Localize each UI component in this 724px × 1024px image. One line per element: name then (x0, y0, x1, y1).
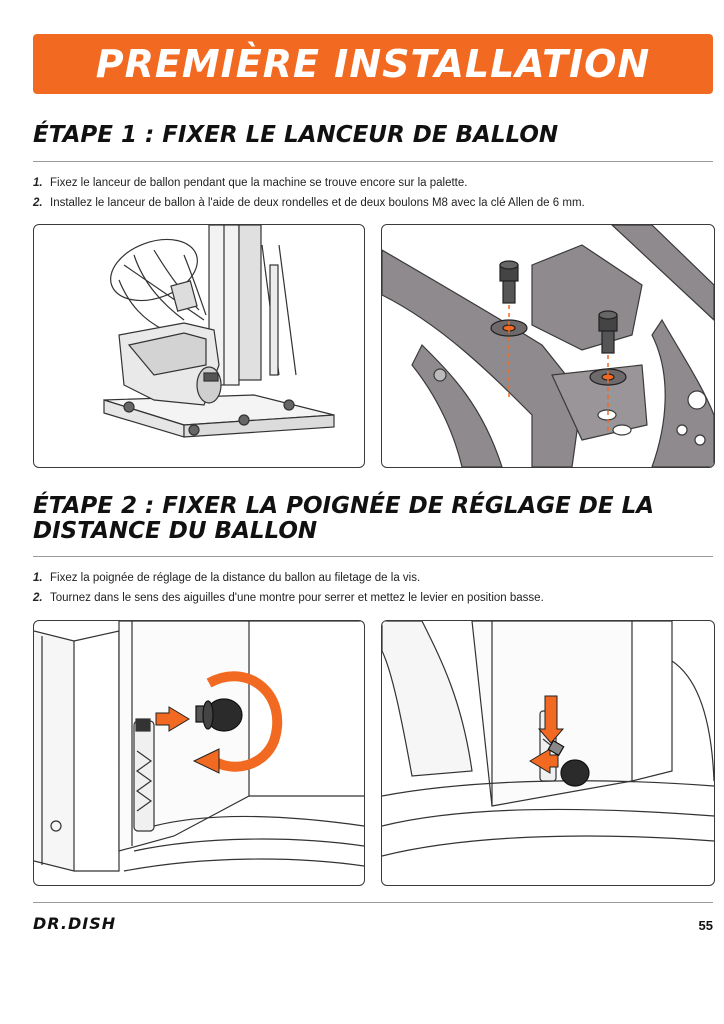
step1-heading: ÉTAPE 1 : FIXER LE LANCEUR DE BALLON (33, 122, 559, 148)
step1-item-2-number: 2. (33, 197, 43, 209)
machine-drawing (34, 225, 364, 467)
knob-tighten-illustration (381, 620, 715, 886)
step2-item-2-text: Tournez dans le sens des aiguilles d'une montre pour serrer et mettez le levier en position basse. (50, 592, 544, 604)
machine-on-pallet-illustration (33, 224, 365, 468)
title-banner (33, 34, 713, 94)
bolts-washers-illustration (381, 224, 715, 468)
step1-divider (33, 161, 713, 162)
step2-item-1-number: 1. (33, 572, 43, 584)
knob-attach-drawing (34, 621, 364, 885)
knob-tighten-drawing (382, 621, 714, 885)
bolt-assembly-drawing (382, 225, 714, 467)
step2-instructions (33, 568, 713, 608)
knob-attach-illustration (33, 620, 365, 886)
page-title: PREMIÈRE INSTALLATION (95, 42, 651, 86)
step1-item-1-text: Fixez le lanceur de ballon pendant que la machine se trouve encore sur la palette. (50, 177, 468, 189)
step1-item-2-text: Installez le lanceur de ballon à l'aide de deux rondelles et de deux boulons M8 avec la clé Allen de 6 mm. (50, 197, 585, 209)
page-number: 55 (698, 918, 713, 933)
step2-divider (33, 556, 713, 557)
step2-item-1 (33, 568, 713, 588)
step2-item-2 (33, 588, 713, 608)
step1-instructions (33, 173, 713, 213)
step2-item-2-number: 2. (33, 592, 43, 604)
step1-item-1-number: 1. (33, 177, 43, 189)
brand-logo: DR.DISH (33, 914, 117, 933)
step2-heading-line1: ÉTAPE 2 : FIXER LA POIGNÉE DE RÉGLAGE DE LA (33, 493, 655, 519)
step2-item-1-text: Fixez la poignée de réglage de la distance du ballon au filetage de la vis. (50, 572, 421, 584)
step2-heading-line2: DISTANCE DU BALLON (33, 518, 318, 544)
step1-item-1 (33, 173, 713, 193)
step1-item-2 (33, 193, 713, 213)
step2-heading (33, 494, 713, 544)
footer-divider (33, 902, 713, 903)
